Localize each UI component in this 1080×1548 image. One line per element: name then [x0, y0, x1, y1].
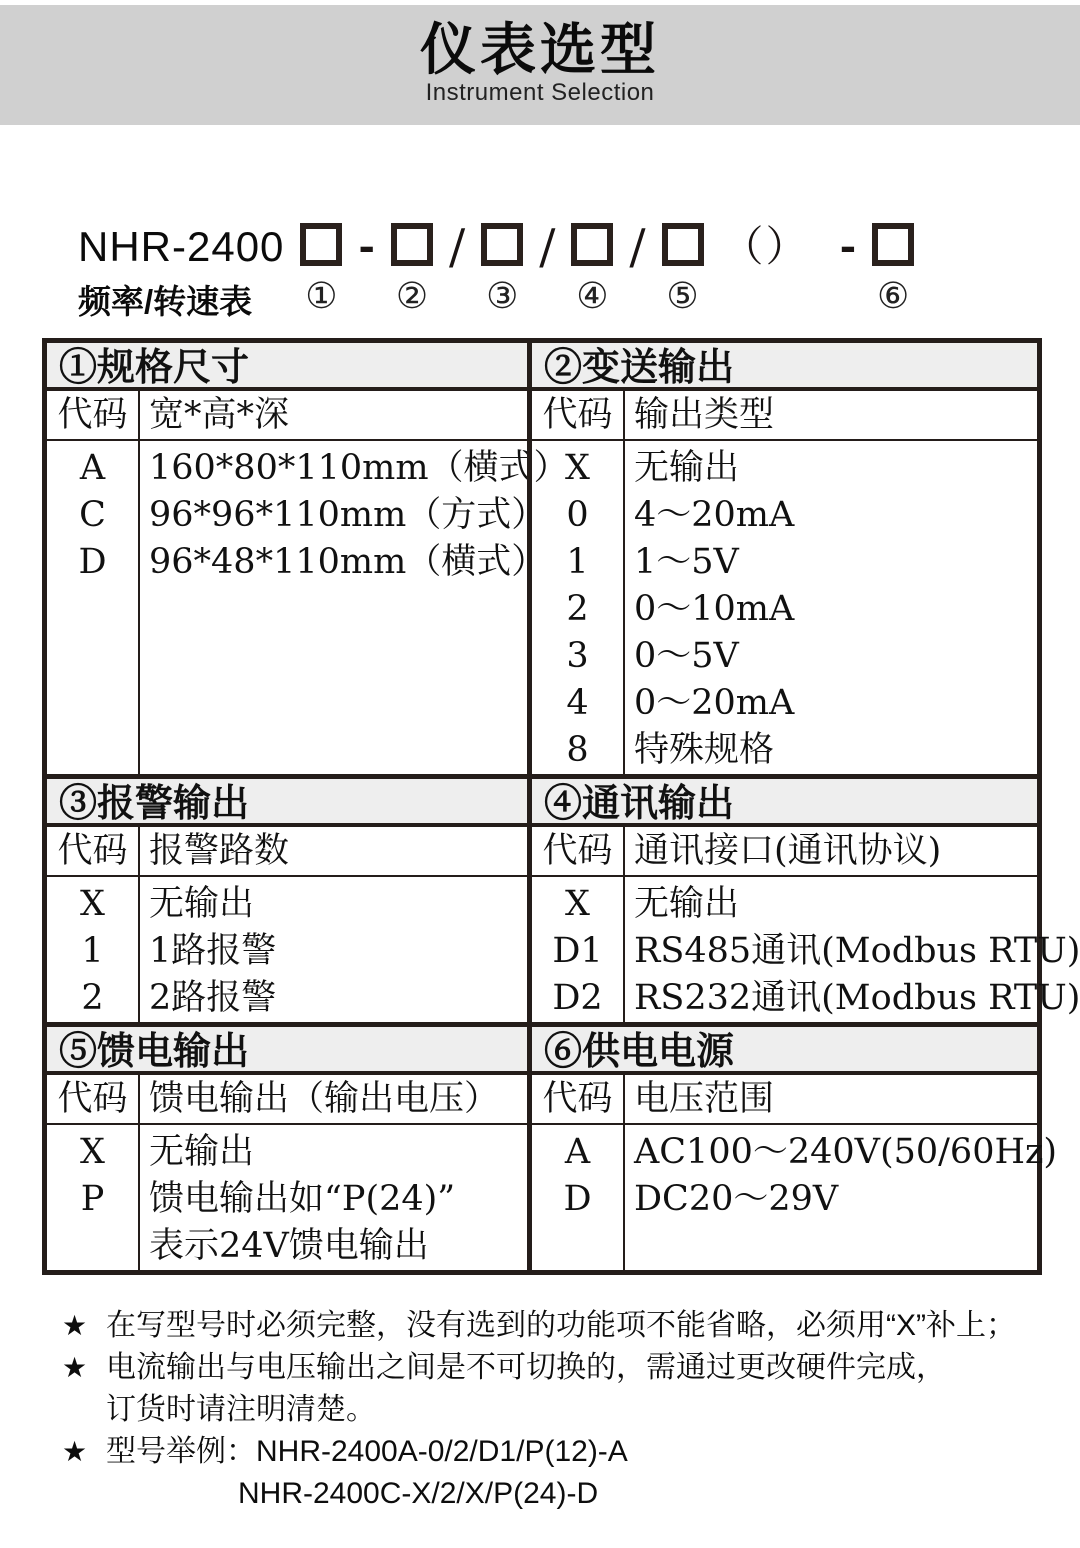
section-power-supply — [527, 1022, 1058, 1270]
section-body — [532, 441, 1037, 774]
value-cell: DC20～29V — [634, 1179, 839, 1219]
value-cell: 表示24V馈电输出 — [149, 1226, 429, 1266]
note-item — [62, 1347, 1080, 1431]
position-number-3: ③ — [486, 276, 519, 317]
code-column-header: 代码 — [532, 1075, 625, 1123]
value-cell: RS232通讯(Modbus RTU) — [634, 978, 1080, 1018]
value-column — [625, 441, 1037, 774]
code-cell: X — [565, 884, 590, 924]
value-cell: 96*96*110mm（方式） — [149, 495, 547, 535]
value-cell: 特殊规格 — [634, 730, 775, 770]
position-number-2: ② — [395, 276, 429, 317]
model-digit-box-1 — [300, 223, 342, 266]
section-subheader — [47, 1075, 527, 1125]
separator-slash: / — [629, 219, 646, 275]
value-column-header: 报警路数 — [149, 831, 290, 871]
code-cell: A — [564, 1132, 591, 1172]
note-text: 电流输出与电压输出之间是不可切换的，需通过更改硬件完成， — [106, 1351, 946, 1384]
note-text: 型号举例：NHR-2400A-0/2/D1/P(12)-A — [106, 1435, 628, 1468]
code-cell: A — [79, 448, 106, 488]
separator-dash: - — [839, 223, 857, 270]
code-column — [532, 441, 625, 774]
code-column-header: 代码 — [532, 827, 625, 875]
model-slot-5 — [660, 223, 706, 316]
section-title: ①规格尺寸 — [47, 343, 527, 391]
code-cell: 1 — [566, 542, 589, 582]
position-number-5: ⑤ — [666, 276, 699, 317]
section-title: ⑤馈电输出 — [47, 1027, 527, 1075]
code-cell: X — [80, 884, 105, 924]
code-cell: X — [565, 448, 590, 488]
code-column — [532, 1125, 625, 1270]
value-column-header: 输出类型 — [634, 395, 775, 435]
model-digit-box-6 — [872, 223, 914, 266]
value-cell: RS485通讯(Modbus RTU) — [634, 931, 1080, 971]
footnotes — [62, 1305, 1080, 1515]
code-cell — [47, 1223, 138, 1270]
code-column-header: 代码 — [47, 827, 140, 875]
code-cell: D2 — [552, 978, 603, 1018]
section-title: ⑥供电电源 — [532, 1027, 1037, 1075]
value-column-header: 电压范围 — [634, 1079, 775, 1119]
code-cell: D — [563, 1179, 592, 1219]
note-item — [62, 1431, 1080, 1515]
section-subheader — [532, 1075, 1037, 1125]
section-feed-output — [47, 1022, 527, 1270]
model-digit-box-5 — [662, 223, 704, 266]
model-slot-4 — [569, 223, 615, 316]
value-cell: 无输出 — [634, 884, 740, 924]
note-item — [62, 1305, 1080, 1347]
value-column-header: 馈电输出（输出电压） — [149, 1079, 500, 1119]
code-cell: C — [79, 495, 106, 535]
note-text: NHR-2400C-X/2/X/P(24)-D — [238, 1477, 599, 1510]
model-slot-3 — [479, 223, 525, 316]
model-digit-box-2 — [391, 223, 433, 266]
code-cell: D1 — [552, 931, 603, 971]
position-number-4: ④ — [576, 276, 609, 317]
section-subheader — [47, 391, 527, 441]
code-cell: 8 — [566, 730, 589, 770]
code-column — [532, 877, 625, 1022]
page-header — [0, 5, 1080, 125]
code-cell: 0 — [566, 495, 589, 535]
value-cell: AC100～240V(50/60Hz) — [634, 1132, 1058, 1172]
code-column-header: 代码 — [47, 391, 140, 439]
value-column — [140, 1125, 527, 1270]
section-comm-output — [527, 774, 1080, 1022]
code-cell: 2 — [81, 978, 104, 1018]
star-icon: ★ — [62, 1310, 88, 1341]
code-cell: 1 — [81, 931, 104, 971]
value-column — [625, 1125, 1058, 1270]
value-column — [625, 877, 1080, 1022]
page-subtitle: Instrument Selection — [425, 79, 655, 106]
section-subheader — [532, 391, 1037, 441]
code-column-header: 代码 — [47, 1075, 140, 1123]
model-digit-box-3 — [481, 223, 523, 266]
code-cell: P — [80, 1179, 105, 1219]
value-cell: 4～20mA — [634, 495, 795, 535]
value-cell: 无输出 — [634, 448, 740, 488]
value-cell: 0～10mA — [634, 589, 795, 629]
value-cell: 馈电输出如“P(24)” — [149, 1179, 456, 1219]
star-icon: ★ — [62, 1352, 88, 1383]
separator-slash: / — [539, 219, 556, 275]
value-column — [140, 441, 569, 774]
section-spec-size — [47, 343, 569, 774]
value-column-header: 宽*高*深 — [149, 395, 290, 435]
code-cell: 3 — [566, 636, 589, 676]
model-slot-2 — [389, 223, 435, 316]
value-cell: 0～20mA — [634, 683, 795, 723]
model-slot-1 — [298, 223, 344, 316]
section-body — [47, 441, 569, 774]
model-digit-box-4 — [571, 223, 613, 266]
section-transmit-output — [527, 343, 1037, 774]
separator-slash: / — [449, 219, 466, 275]
note-text: 订货时请注明清楚。 — [106, 1393, 376, 1426]
model-code-diagram — [78, 219, 1080, 320]
note-text: 在写型号时必须完整，没有选到的功能项不能省略，必须用“X”补上； — [106, 1309, 1016, 1342]
code-cell: D — [78, 542, 107, 582]
section-subheader — [47, 827, 527, 877]
section-body — [47, 1125, 527, 1270]
position-number-1: ① — [305, 276, 338, 317]
model-type-label: 频率/转速表 — [78, 283, 253, 320]
section-title: ③报警输出 — [47, 779, 527, 827]
section-alarm-output — [47, 774, 527, 1022]
star-icon: ★ — [62, 1436, 88, 1467]
selection-table — [42, 338, 1080, 1275]
value-cell: 1路报警 — [149, 931, 277, 971]
value-cell: 96*48*110mm（横式） — [149, 542, 547, 582]
value-cell: 无输出 — [149, 1132, 255, 1172]
model-labels — [78, 223, 284, 320]
separator-dash: - — [358, 223, 376, 270]
code-cell: X — [80, 1132, 105, 1172]
position-number-6: ⑥ — [877, 276, 910, 317]
value-cell: 无输出 — [149, 884, 255, 924]
code-column — [47, 877, 140, 1022]
code-cell: 4 — [566, 683, 589, 723]
value-column-header: 通讯接口(通讯协议) — [634, 831, 942, 871]
code-column-header: 代码 — [532, 391, 625, 439]
value-cell: 0～5V — [634, 636, 739, 676]
code-column — [47, 441, 140, 774]
separator-parentheses: （） — [721, 222, 810, 271]
model-prefix: NHR-2400 — [78, 223, 285, 270]
code-cell: 2 — [566, 589, 589, 629]
value-cell: 1～5V — [634, 542, 739, 582]
section-body — [47, 877, 527, 1022]
section-body — [532, 1125, 1058, 1270]
value-column — [140, 877, 527, 1022]
section-body — [532, 877, 1080, 1022]
value-cell: 160*80*110mm（横式） — [149, 448, 569, 488]
section-title: ②变送输出 — [532, 343, 1037, 391]
model-slot-6 — [870, 223, 916, 316]
page-title: 仪表选型 — [420, 18, 660, 81]
code-column — [47, 1125, 140, 1270]
value-cell: 2路报警 — [149, 978, 277, 1018]
section-subheader — [532, 827, 1037, 877]
section-title: ④通讯输出 — [532, 779, 1037, 827]
